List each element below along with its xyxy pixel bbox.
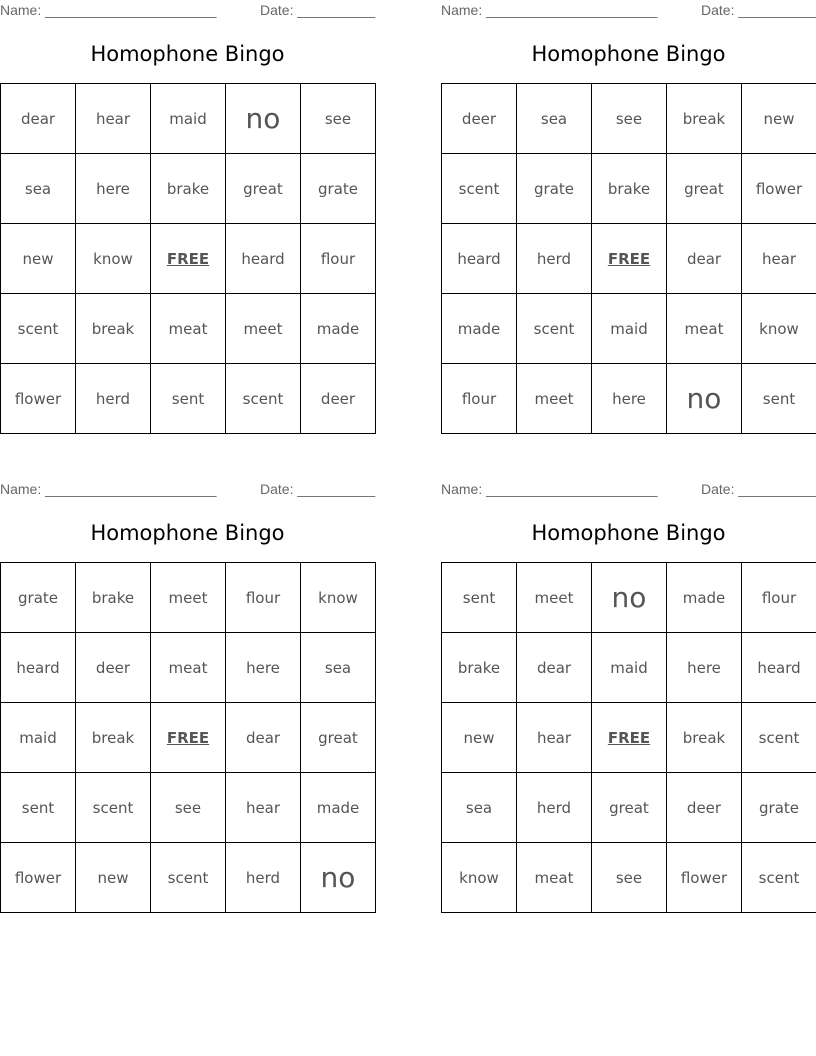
grid-cell: sent [742,364,816,434]
name-line: Name: ______________________ [441,2,658,18]
grid-cell: no [226,84,301,154]
grid-row [1,703,376,773]
grid-row [1,154,376,224]
grid-cell: flower [742,154,816,224]
grid-cell: great [226,154,301,224]
grid-cell: flour [301,224,376,294]
grid-row [1,364,376,434]
grid-cell: dear [226,703,301,773]
grid-cell: meet [226,294,301,364]
grid-cell: flower [1,843,76,913]
grid-row [1,294,376,364]
grid-cell: herd [517,224,592,294]
grid-cell: heard [1,633,76,703]
grid-cell: great [667,154,742,224]
grid-cell: FREE [151,703,226,773]
grid-cell: great [592,773,667,843]
grid-cell: flour [226,563,301,633]
grid-cell: grate [301,154,376,224]
grid-cell: flour [742,563,816,633]
grid-cell: FREE [592,703,667,773]
grid-cell: scent [517,294,592,364]
grid-cell: here [226,633,301,703]
grid-cell: scent [742,703,816,773]
grid-cell: flower [1,364,76,434]
grid-cell: made [442,294,517,364]
grid-cell: see [301,84,376,154]
grid-cell: scent [76,773,151,843]
grid-cell: brake [442,633,517,703]
grid-row [442,703,816,773]
grid-cell: no [592,563,667,633]
grid-cell: made [301,773,376,843]
grid-cell: grate [517,154,592,224]
grid-cell: grate [742,773,816,843]
grid-cell: meet [517,364,592,434]
grid-cell: sent [1,773,76,843]
grid-cell: maid [151,84,226,154]
grid-cell: scent [151,843,226,913]
grid-cell: here [76,154,151,224]
grid-cell: break [76,703,151,773]
bingo-grid [441,83,816,434]
grid-cell: new [742,84,816,154]
grid-row [442,563,816,633]
grid-cell: meat [517,843,592,913]
grid-cell: sent [151,364,226,434]
grid-cell: herd [76,364,151,434]
bingo-card-3 [0,479,375,911]
grid-cell: break [667,703,742,773]
grid-cell: sea [442,773,517,843]
grid-cell: new [76,843,151,913]
grid-cell: sea [1,154,76,224]
card-title: Homophone Bingo [90,42,285,66]
grid-cell: made [667,563,742,633]
bingo-grid [441,562,816,913]
grid-cell: no [667,364,742,434]
grid-cell: here [592,364,667,434]
name-line: Name: ______________________ [441,481,658,497]
grid-cell: scent [226,364,301,434]
bingo-grid [0,562,376,913]
grid-cell: no [301,843,376,913]
grid-row [1,843,376,913]
grid-cell: know [742,294,816,364]
card-title: Homophone Bingo [90,521,285,545]
grid-cell: made [301,294,376,364]
grid-cell: heard [226,224,301,294]
grid-row [1,563,376,633]
grid-row [442,84,816,154]
grid-cell: see [151,773,226,843]
grid-row [1,773,376,843]
name-line: Name: ______________________ [0,2,217,18]
card-title: Homophone Bingo [531,521,726,545]
grid-cell: scent [442,154,517,224]
grid-cell: new [442,703,517,773]
grid-row [1,224,376,294]
grid-cell: hear [76,84,151,154]
grid-cell: brake [151,154,226,224]
grid-row [442,773,816,843]
date-line: Date: __________ [260,481,376,497]
grid-cell: know [442,843,517,913]
date-line: Date: __________ [260,2,376,18]
grid-row [442,633,816,703]
grid-cell: meet [151,563,226,633]
grid-cell: hear [226,773,301,843]
grid-cell: flour [442,364,517,434]
bingo-card-1 [0,0,375,432]
grid-cell: FREE [592,224,667,294]
card-title: Homophone Bingo [531,42,726,66]
grid-cell: sea [517,84,592,154]
bingo-card-2 [441,0,816,432]
grid-cell: break [76,294,151,364]
grid-cell: heard [442,224,517,294]
grid-cell: FREE [151,224,226,294]
grid-row [1,633,376,703]
grid-cell: deer [667,773,742,843]
grid-cell: hear [517,703,592,773]
grid-row [442,154,816,224]
grid-row [442,364,816,434]
grid-cell: deer [301,364,376,434]
grid-cell: herd [226,843,301,913]
grid-cell: grate [1,563,76,633]
bingo-card-4 [441,479,816,911]
grid-cell: meet [517,563,592,633]
grid-cell: brake [592,154,667,224]
date-line: Date: __________ [701,2,816,18]
grid-cell: meat [151,633,226,703]
grid-cell: scent [742,843,816,913]
bingo-grid [0,83,376,434]
grid-cell: deer [442,84,517,154]
grid-cell: see [592,84,667,154]
grid-row [442,843,816,913]
grid-cell: scent [1,294,76,364]
grid-cell: heard [742,633,816,703]
grid-cell: maid [1,703,76,773]
grid-cell: see [592,843,667,913]
grid-row [442,294,816,364]
grid-cell: meat [667,294,742,364]
grid-cell: flower [667,843,742,913]
grid-cell: deer [76,633,151,703]
grid-cell: meat [151,294,226,364]
grid-cell: new [1,224,76,294]
grid-cell: dear [667,224,742,294]
grid-cell: great [301,703,376,773]
name-line: Name: ______________________ [0,481,217,497]
grid-row [1,84,376,154]
grid-row [442,224,816,294]
grid-cell: here [667,633,742,703]
grid-cell: maid [592,294,667,364]
grid-cell: herd [517,773,592,843]
grid-cell: hear [742,224,816,294]
grid-cell: dear [517,633,592,703]
grid-cell: know [76,224,151,294]
grid-cell: break [667,84,742,154]
grid-cell: sent [442,563,517,633]
grid-cell: dear [1,84,76,154]
grid-cell: maid [592,633,667,703]
date-line: Date: __________ [701,481,816,497]
grid-cell: brake [76,563,151,633]
grid-cell: sea [301,633,376,703]
grid-cell: know [301,563,376,633]
